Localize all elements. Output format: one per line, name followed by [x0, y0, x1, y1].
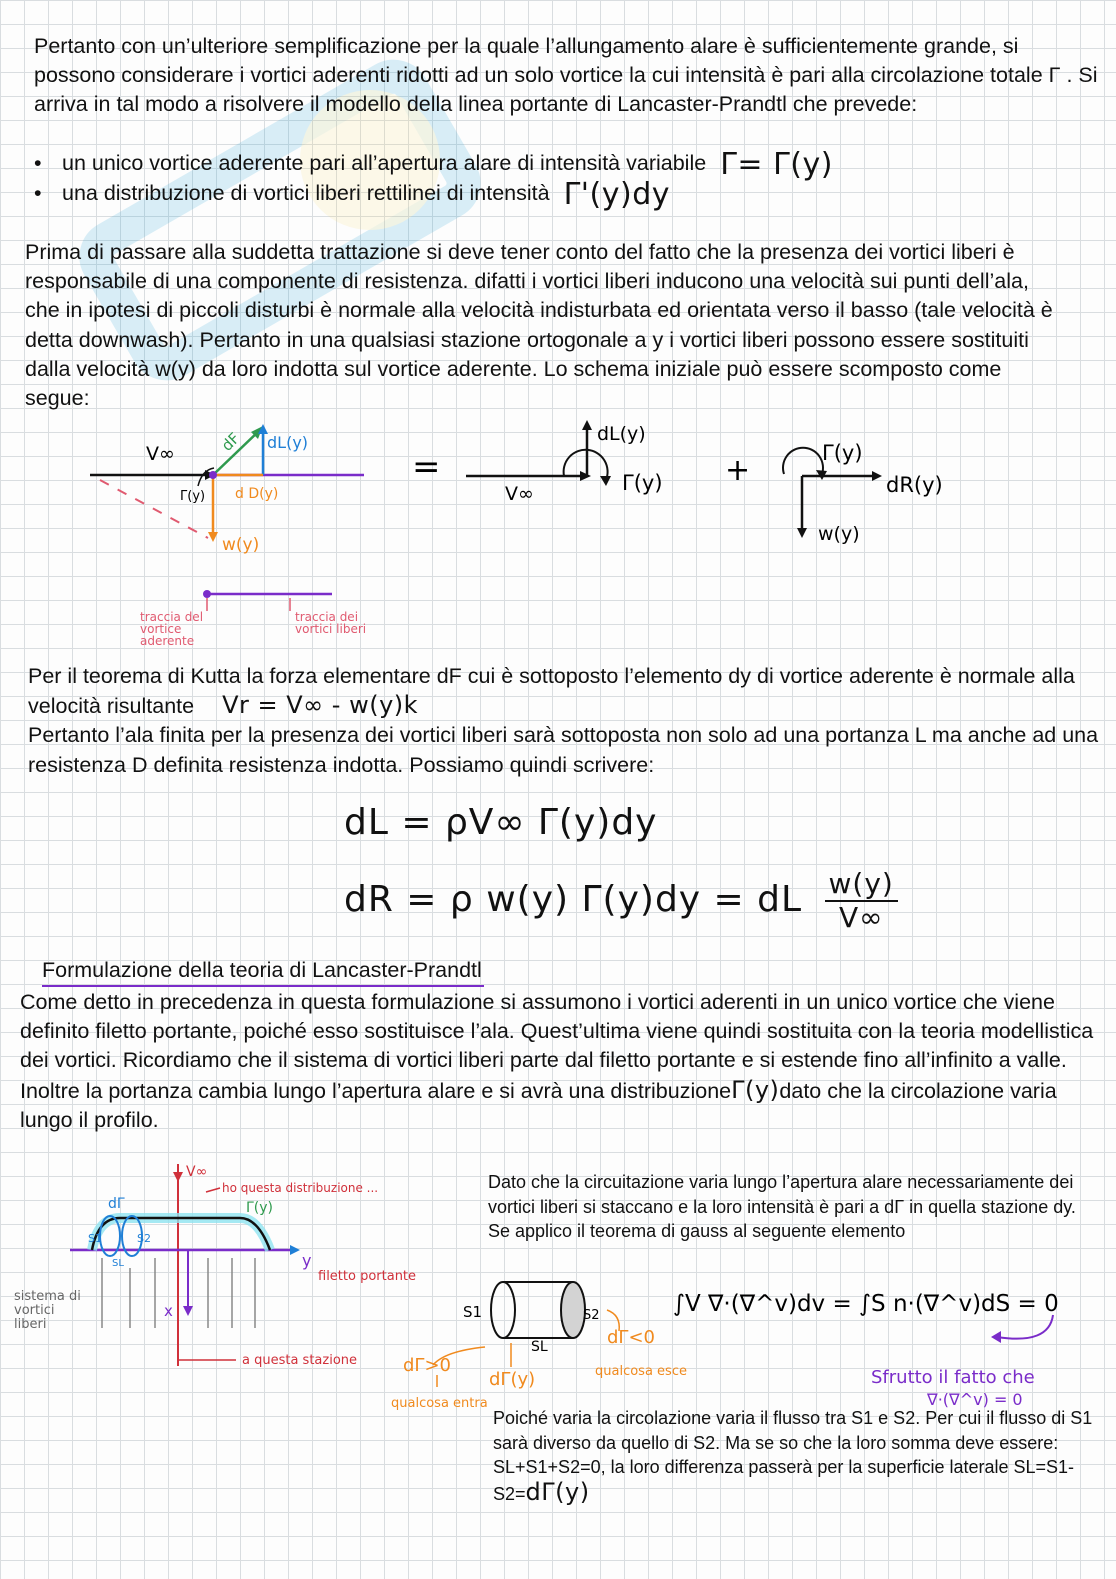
df-label: dF: [217, 429, 244, 455]
dd-label: d D(y): [235, 486, 279, 502]
list-item: • una distribuzione di vortici liberi rettilinei di intensità Γ'(y)dy: [30, 179, 1030, 209]
resultant-velocity: Vr = V∞ - w(y)k: [222, 691, 419, 720]
stazione-label: a questa stazione: [242, 1353, 358, 1368]
x-axis-label: x: [164, 1302, 173, 1320]
y-axis-label: y: [302, 1251, 312, 1270]
kutta-paragraph: Per il teorema di Kutta la forza elementare dF cui è sottoposto l’elemento dy di vortice aderente è normale alla velocità risultante Vr = V∞ - w(y)k Pertanto l’ala finita per la presenza dei vortici liberi sarà sottoposta non solo ad una portanza L ma anche ad una resistenza D definita resistenza indotta. Possiamo quindi scrivere:: [28, 664, 1099, 777]
gamma-formula: Γ= Γ(y): [720, 147, 833, 182]
entra-note: qualcosa entra: [391, 1396, 488, 1411]
right-dr-label: dR(y): [886, 473, 943, 497]
force-decomposition-diagram: [80, 418, 980, 653]
dgamma-neg-label: dΓ<0: [607, 1327, 655, 1348]
plus-sign: +: [725, 453, 751, 488]
mid-dl-label: dL(y): [597, 423, 646, 445]
dgamma-pos-label: dΓ>0: [403, 1355, 451, 1376]
mid-v-label: V∞: [505, 483, 534, 505]
list-item: • un unico vortice aderente pari all’apertura alare di intensità variabile Γ= Γ(y): [30, 149, 1030, 179]
flux-text: Poiché varia la circolazione varia il flusso tra S1 e S2. Per cui il flusso di S1 sarà diverso da quello di S2. Ma se so che la loro somma deve essere: SL+S1+S2=0, la loro differenza passerà per la superficie laterale SL=S1-S2=dΓ(y): [493, 1408, 1093, 1506]
dgamma-y-label: dΓ(y): [489, 1369, 536, 1390]
trace-aderente-note: traccia del vortice aderente: [140, 611, 204, 648]
sfrutto-note-2: ∇·(∇^v) = 0: [927, 1390, 1023, 1409]
sistema-note: sistema di vortici liberi: [14, 1290, 81, 1332]
gamma-distribution: Γ(y): [731, 1075, 780, 1104]
filetto-label: filetto portante: [318, 1269, 417, 1284]
gamma-distribution-label: Γ(y): [246, 1200, 274, 1216]
trace-liberi-note: traccia dei vortici liberi: [295, 611, 367, 636]
drag-formula: dR = ρ w(y) Γ(y)dy = dL $\frac{w(y)}{V\infty}$: [344, 868, 898, 934]
cyl-sl-label: SL: [531, 1339, 548, 1355]
dgamma-label: dΓ: [108, 1196, 125, 1212]
gamma-prime-formula: Γ'(y)dy: [563, 177, 670, 213]
intro-bullet-list: [30, 147, 1030, 213]
s2-label: S2: [137, 1232, 151, 1245]
gamma-small-label: Γ(y): [180, 489, 206, 504]
formula-numerator: w(y): [825, 868, 898, 902]
mid-gamma-label: Γ(y): [622, 471, 663, 495]
section-title: Formulazione della teoria di Lancaster-Prandtl: [42, 956, 484, 987]
cyl-s1-label: S1: [463, 1303, 483, 1321]
section-paragraph: Come detto in precedenza in questa formulazione si assumono i vortici aderenti in un unico vortice che viene definito filetto portante, poiché esso sostituisce l’ala. Quest’ultima viene quindi sostituita con la teoria modellistica dei vortici. Ricordiamo che il sistema di vortici liberi parte dal filetto portante e si estende fino all’infinito a valle. Inoltre la portanza cambia lungo l’apertura alare e si avrà una distribuzioneΓ(y)dato che la circolazione varia lungo il profilo.: [20, 990, 1094, 1132]
s1-label: S1: [88, 1232, 102, 1245]
v-inf-label: V∞: [146, 443, 175, 465]
distribution-note: ho questa distribuzione ...: [222, 1181, 379, 1195]
equals-sign: =: [412, 447, 441, 487]
gauss-integral: ∫V ∇·(∇^v)dv = ∫S n·(∇^v)dS = 0: [673, 1291, 1059, 1317]
esce-note: qualcosa esce: [595, 1364, 687, 1379]
right-w-label: w(y): [818, 523, 860, 545]
intro-paragraph: Pertanto con un’ulteriore semplificazione per la quale l’allungamento alare è sufficientemente grande, si possono considerare i vortici aderenti ridotti ad un solo vortice la cui intensità è pari alla circolazione totale Γ . Si arriva in tal modo a risolvere il modello della linea portante di Lancaster-Prandtl che prevede:: [34, 34, 1098, 117]
sfrutto-note-1: Sfrutto il fatto che: [871, 1367, 1035, 1388]
sl-label: SL: [112, 1258, 124, 1269]
right-gamma-label: Γ(y): [822, 441, 863, 465]
cyl-s2-label: S2: [583, 1308, 600, 1323]
lift-formula: dL = ρV∞ Γ(y)dy: [344, 802, 658, 843]
v-inf-arrow-label: V∞: [186, 1164, 208, 1180]
dl-label: dL(y): [267, 433, 309, 452]
gauss-intro-text: Dato che la circuitazione varia lungo l’apertura alare necessariamente dei vortici liberi si staccano e la loro intensità è pari a dΓ in quella stazione dy. Se applico il teorema di gauss al seguente elemento: [488, 1172, 1076, 1242]
dgamma-final: dΓ(y): [525, 1477, 590, 1506]
downwash-paragraph: Prima di passare alla suddetta trattazione si deve tener conto del fatto che la presenza dei vortici liberi è responsabile di una componente di resistenza. difatti i vortici liberi inducono una velocità sui punti dell’ala, che in ipotesi di piccoli disturbi è normale alla velocità indisturbata ed orientata verso il basso (tale velocità è detta downwash). Pertanto in una qualsiasi stazione ortogonale a y i vortici liberi possono essere sostituiti dalla velocità w(y) da loro indotta sul vortice aderente. Lo schema iniziale può essere scomposto come segue:: [25, 240, 1053, 411]
w-label: w(y): [222, 535, 260, 555]
formula-denominator: V∞: [838, 901, 884, 934]
